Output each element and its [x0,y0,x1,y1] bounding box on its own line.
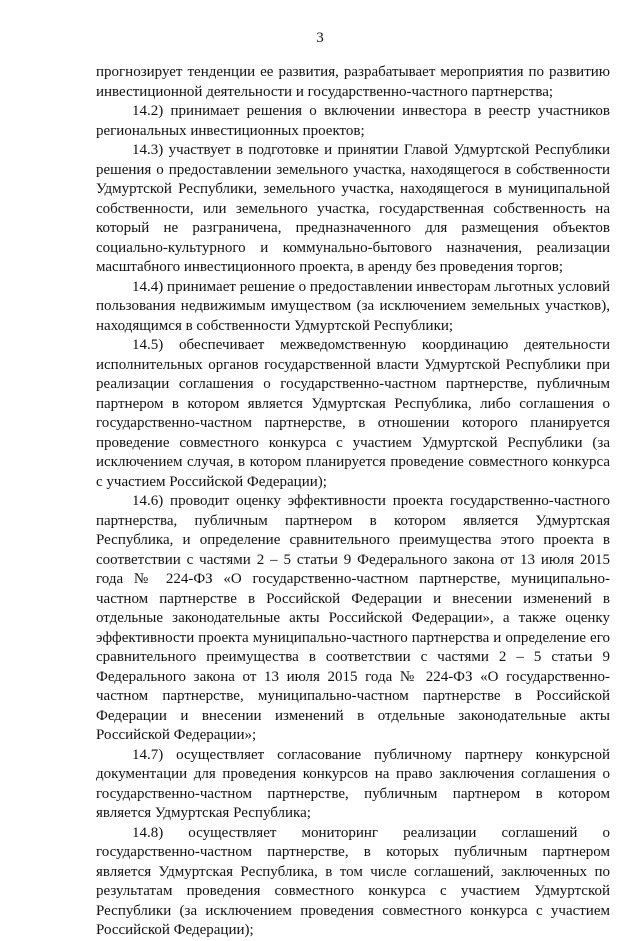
paragraph-14-6: 14.6) проводит оценку эффективности проекта государственно-частного партнерства, публичным партнером в котором является Удмуртская Республика, и определение сравнительного преимущества этого проекта в соответствии с частями 2 – 5 статьи 9 Федерального закона от 13 июля 2015 года № 224-ФЗ «О государственно-частном партнерстве, муниципально-частном партнерстве в Российской Федерации и внесении изменений в отдельные законодательные акты Российской Федерации», а также оценку эффективности проекта муниципально-частного партнерства и определение его сравнительного преимущества в соответствии с частями 2 – 5 статьи 9 Федерального закона от 13 июля 2015 года № 224-ФЗ «О государственно-частном партнерстве, муниципально-частном партнерстве в Российской Федерации и внесении изменений в отдельные законодательные акты Российской Федерации»; [96,493,610,743]
paragraph-continuation: прогнозирует тенденции ее развития, разрабатывает мероприятия по развитию инвестиционной деятельности и государственно-частного партнерства; [96,64,610,100]
paragraph-14-2: 14.2) принимает решения о включении инвестора в реестр участников региональных инвестиционных проектов; [96,103,610,139]
paragraph-14-4: 14.4) принимает решение о предоставлении инвесторам льготных условий пользования недвижимым имуществом (за исключением земельных участков), находящимся в собственности Удмуртской Республики; [96,278,610,334]
document-body [96,63,610,941]
paragraph-14-8: 14.8) осуществляет мониторинг реализации соглашений о государственно-частном партнерстве, в которых публичным партнером является Удмуртская Республика, в том числе соглашений, заключенных по результатам проведения совместного конкурса с участием Удмуртской Республики (за исключением проведения совместного конкурса с участием Российской Федерации); [96,824,610,938]
paragraph-14-5: 14.5) обеспечивает межведомственную координацию деятельности исполнительных органов государственной власти Удмуртской Республики при реализации соглашения о государственно-частном партнерстве, публичным партнером в котором является Удмуртская Республика, либо соглашения о государственно-частном партнерстве, в отношении которого планируется проведение совместного конкурса с участием Удмуртской Республики (за исключением случая, в котором планируется проведение совместного конкурса с участием Российской Федерации); [96,337,610,490]
paragraph-14-7: 14.7) осуществляет согласование публичному партнеру конкурсной документации для проведения конкурсов на право заключения соглашения о государственно-частном партнерстве, публичным партнером в котором является Удмуртская Республика; [96,746,610,821]
page-number: 3 [316,30,324,46]
paragraph-14-3: 14.3) участвует в подготовке и принятии Главой Удмуртской Республики решения о предоставлении земельного участка, находящегося в собственности Удмуртской Республики, земельного участка, находящегося в муниципальной собственности, или земельного участка, государственная собственность на который не разграничена, предназначенного для размещения объектов социально-культурного и коммунально-бытового назначения, реализации масштабного инвестиционного проекта, в аренду без проведения торгов; [96,142,610,275]
